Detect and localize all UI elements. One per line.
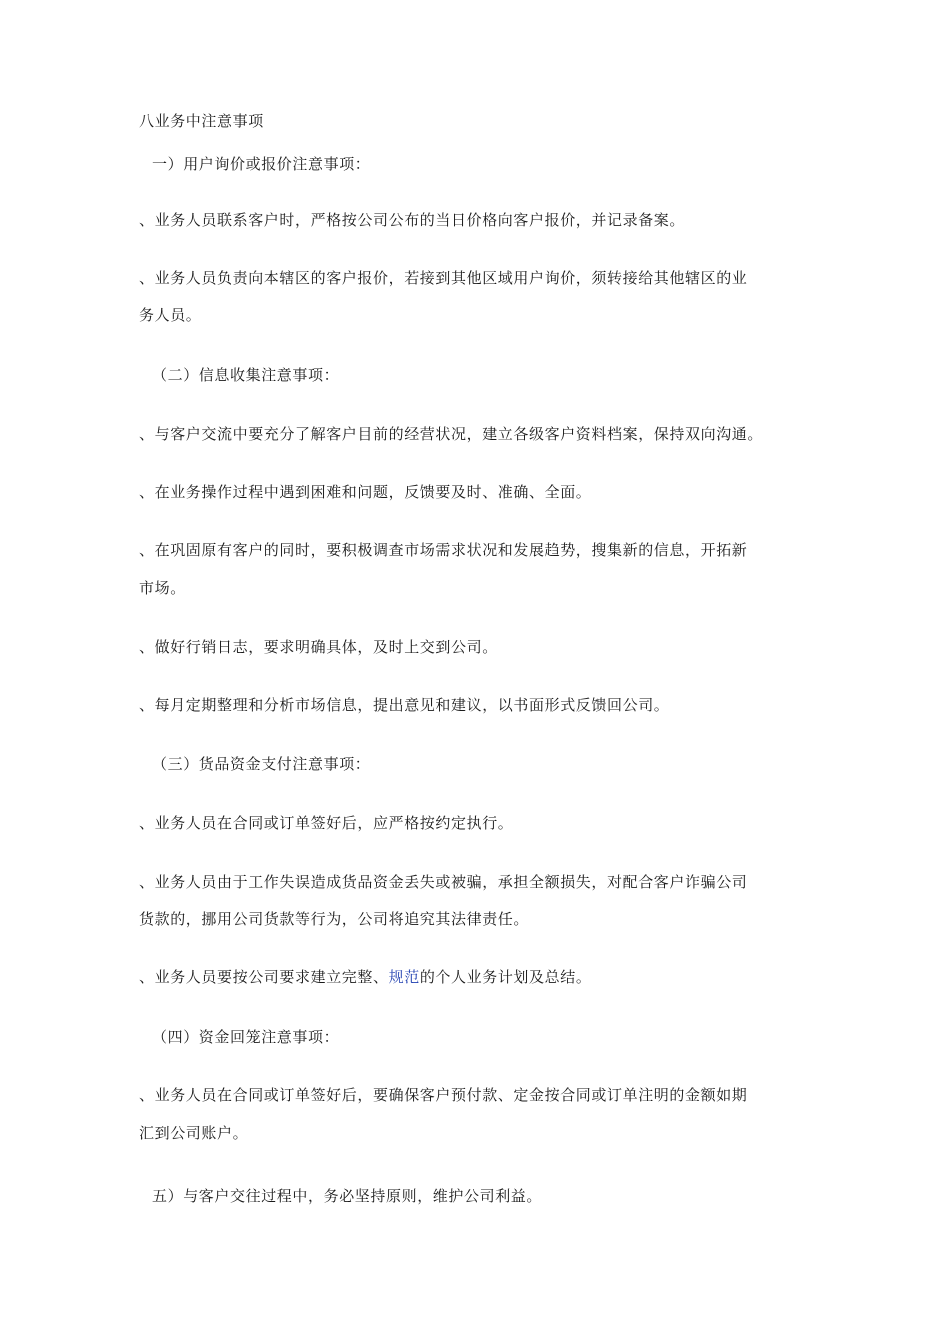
section-2-item-3-line-1: 、在巩固原有客户的同时，要积极调查市场需求状况和发展趋势，搜集新的信息，开拓新 (139, 541, 748, 559)
section-1-item-1: 、业务人员联系客户时，严格按公司公布的当日价格向客户报价，并记录备案。 (139, 211, 686, 229)
section-1-item-2-line-2: 务人员。 (139, 306, 202, 324)
section-1-heading: 一）用户询价或报价注意事项： (152, 155, 371, 173)
section-3-item-3-text-after: 的个人业务计划及总结。 (419, 968, 592, 986)
section-2-item-3-line-2: 市场。 (139, 579, 186, 597)
section-2-item-1: 、与客户交流中要充分了解客户目前的经营状况，建立各级客户资料档案，保持双向沟通。 (139, 425, 764, 443)
section-3-item-2-line-1: 、业务人员由于工作失误造成货品资金丢失或被骗，承担全额损失，对配合客户诈骗公司 (139, 873, 748, 891)
section-4-item-1-line-1: 、业务人员在合同或订单签好后，要确保客户预付款、定金按合同或订单注明的金额如期 (139, 1086, 748, 1104)
section-3-item-1: 、业务人员在合同或订单签好后，应严格按约定执行。 (139, 814, 514, 832)
section-5-heading: 五）与客户交往过程中，务必坚持原则，维护公司利益。 (152, 1187, 543, 1205)
section-4-heading: （四）资金回笼注意事项： (152, 1028, 340, 1046)
section-3-item-3 (139, 967, 591, 987)
section-2-item-4: 、做好行销日志，要求明确具体，及时上交到公司。 (139, 638, 498, 656)
section-3-item-2-line-2: 货款的，挪用公司货款等行为，公司将追究其法律责任。 (139, 910, 530, 928)
section-3-heading: （三）货品资金支付注意事项： (152, 755, 371, 773)
section-2-heading: （二）信息收集注意事项： (152, 366, 340, 384)
standard-link[interactable]: 规范 (388, 968, 420, 986)
section-4-item-1-line-2: 汇到公司账户。 (139, 1124, 249, 1142)
section-2-item-2: 、在业务操作过程中遇到困难和问题，反馈要及时、准确、全面。 (139, 483, 592, 501)
section-3-item-3-text-before: 、业务人员要按公司要求建立完整、 (139, 968, 389, 986)
section-1-item-2-line-1: 、业务人员负责向本辖区的客户报价，若接到其他区域用户询价，须转接给其他辖区的业 (139, 269, 748, 287)
section-2-item-5: 、每月定期整理和分析市场信息，提出意见和建议，以书面形式反馈回公司。 (139, 696, 670, 714)
document-title: 八业务中注意事项 (139, 112, 264, 130)
